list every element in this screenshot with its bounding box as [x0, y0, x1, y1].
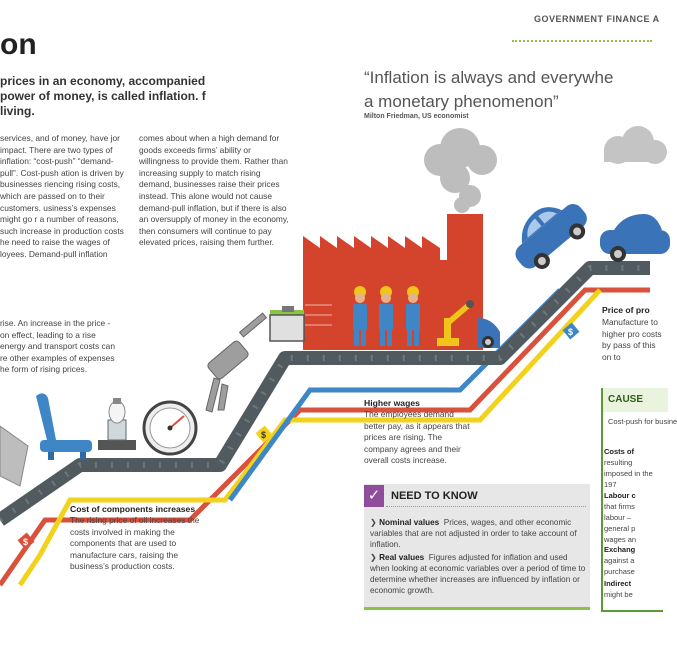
- cause-item: [604, 446, 656, 490]
- cause-item: [604, 490, 656, 545]
- crate-icon: [0, 426, 28, 486]
- car-seat-icon: [36, 393, 92, 460]
- svg-text:$: $: [261, 430, 267, 440]
- components-heading: Cost of components increases: [70, 504, 196, 514]
- svg-text:$: $: [568, 327, 574, 337]
- factory-icon: [303, 214, 483, 350]
- cause-term: Labour c: [604, 491, 636, 500]
- gauge-icon: [144, 402, 196, 454]
- cause-term: Exchang: [604, 545, 636, 554]
- cloud-icon: [604, 126, 667, 164]
- need-to-know-definition: Figures adjusted for inflation and used when looking at economic variables over a period of time to determine whether increases are influenced by inflation or economic growth.: [370, 553, 586, 595]
- need-to-know-term: Real values: [379, 553, 425, 562]
- checkmark-icon: ✓: [364, 485, 384, 507]
- pull-quote: [364, 66, 664, 114]
- oil-barrel-icon: [270, 306, 304, 341]
- cause-text: against a purchase: [604, 556, 635, 576]
- pull-quote-line-1: “Inflation is always and everywhe: [364, 68, 614, 87]
- wages-heading: Higher wages: [364, 398, 420, 408]
- causes-title: CAUSE: [603, 388, 668, 412]
- cause-text: that firms labour – general p wages an: [604, 502, 637, 544]
- need-to-know-definition: Prices, wages, and other economic variables that are not adjusted in order to take account of inflation.: [370, 518, 577, 549]
- need-to-know-term: Nominal values: [379, 518, 440, 527]
- causes-intro: Cost-push for busine: [608, 417, 677, 426]
- cause-term: Costs of: [604, 447, 634, 456]
- price-heading: Price of pro: [602, 305, 650, 315]
- cause-item: [604, 544, 656, 577]
- page-title: on: [0, 28, 37, 61]
- cause-item: [604, 578, 656, 600]
- smoke-cloud-icon: [424, 128, 497, 213]
- bullet-arrow-icon: ❯: [370, 553, 380, 562]
- price-caption: Manufacture to higher pro costs by pass of this on to: [602, 317, 662, 362]
- components-caption: The rising price of oil increases the costs involved in making the components that are used to manufacture cars, raising the business’s production costs.: [70, 515, 200, 572]
- pull-quote-line-2: a monetary phenomenon”: [364, 92, 559, 111]
- svg-text:$: $: [23, 537, 29, 547]
- costs-rise-caption: rise. An increase in the price -on effect, leading to a rise energy and transport costs can re other examples of expenses he form of rising prices.: [0, 318, 115, 375]
- need-to-know-divider: [386, 506, 586, 507]
- cause-text: resulting imposed in the 197: [604, 458, 653, 489]
- quote-attribution: Milton Friedman, US economist: [364, 113, 469, 120]
- need-to-know-item: [370, 517, 586, 550]
- header-divider: [512, 40, 652, 42]
- need-to-know-item: [370, 552, 586, 596]
- body-column-1: services, and of money, have jor impact. There are two types of inflation: “cost-push” “demand-pull”. Cost-push ation is driven by businesses riencing rising costs, which are passed on to their customers. usiness’s expenses might go r a number of reasons, such increase in production costs he need to raise the wages of loyees. Demand-pull inflation: [0, 133, 124, 259]
- cause-term: Indirect: [604, 579, 632, 588]
- cause-text: might be: [604, 590, 633, 599]
- need-to-know-title: NEED TO KNOW: [391, 490, 478, 502]
- headlight-bulb-icon: [98, 398, 136, 450]
- intro-text: prices in an economy, accompanied power of money, is called inflation. f living.: [0, 74, 206, 118]
- body-column-2: comes about when a high demand for goods exceeds firms’ ability or willingness to provide them. Rather than increasing supply to match rising demand, businesses raise their prices instead. This alone would not cause demand-pull inflation, but if there is also an oversupply of money in the economy, then consumers will continue to pay elevated prices, raising them further.: [139, 133, 289, 248]
- wages-caption: The employees demand better pay, as it appears that prices are rising. The company agrees and their overall costs increase.: [364, 409, 470, 466]
- bullet-arrow-icon: ❯: [370, 518, 380, 527]
- section-header-label: GOVERNMENT FINANCE A: [534, 14, 660, 24]
